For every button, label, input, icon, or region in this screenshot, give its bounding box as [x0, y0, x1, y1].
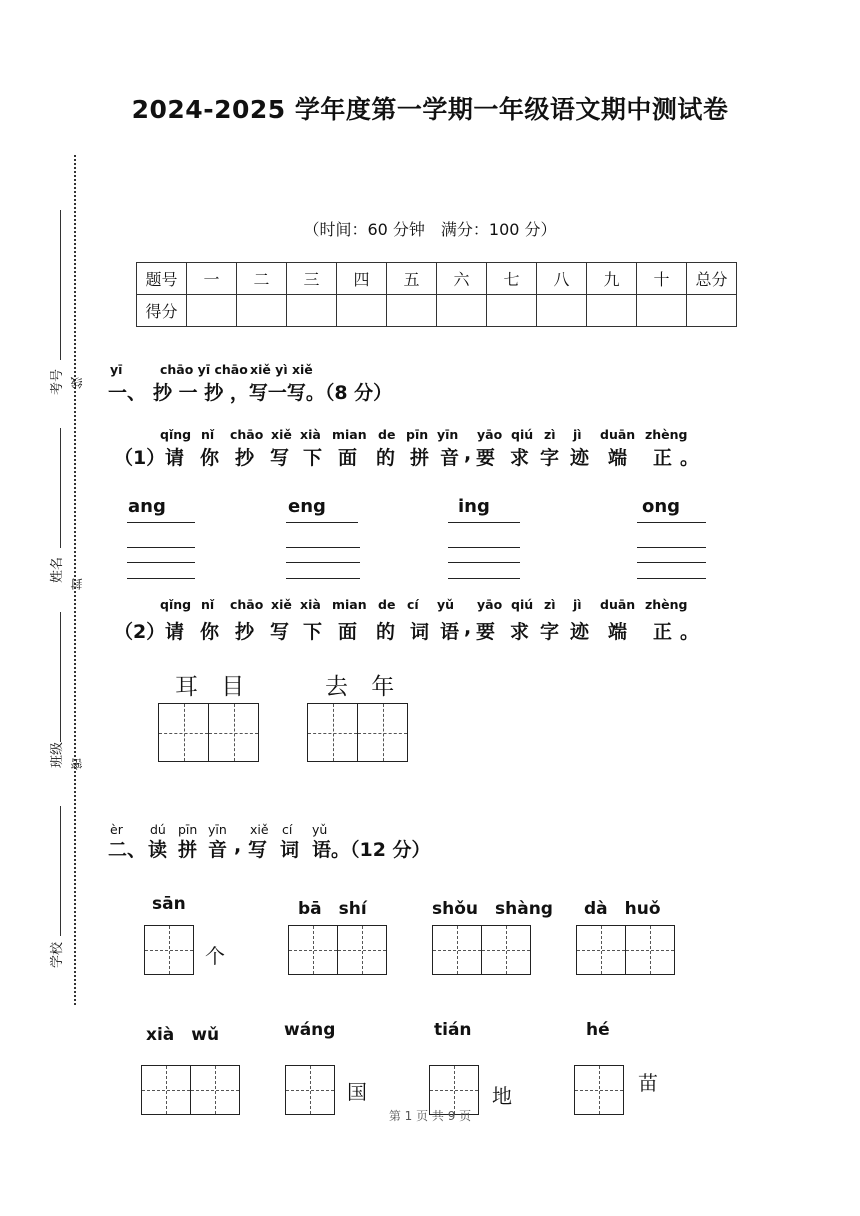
- column-header: 总分: [687, 263, 737, 295]
- suffix-guo: 国: [347, 1080, 367, 1104]
- column-header: 三: [287, 263, 337, 295]
- writing-box[interactable]: [481, 925, 531, 975]
- copy-line: [127, 522, 195, 523]
- suffix-miao: 苗: [638, 1071, 658, 1095]
- header-label: 题号: [137, 263, 187, 295]
- copy-line[interactable]: [637, 578, 706, 579]
- binding-word-xian: 线: [70, 377, 84, 389]
- exam-number-line: [60, 210, 61, 360]
- pinyin-dahuo: dà huǒ: [584, 899, 661, 919]
- suffix-ge: 个: [205, 944, 225, 968]
- score-cell[interactable]: [237, 295, 287, 327]
- copy-line[interactable]: [286, 562, 360, 563]
- name-line: [60, 428, 61, 548]
- score-cell[interactable]: [487, 295, 537, 327]
- copy-line[interactable]: [448, 547, 520, 548]
- pinyin-he: hé: [586, 1020, 610, 1040]
- copy-line: [637, 522, 706, 523]
- writing-box[interactable]: [158, 703, 209, 762]
- score-cell[interactable]: [687, 295, 737, 327]
- word-qu-nian: 去 年: [325, 674, 403, 700]
- column-header: 八: [537, 263, 587, 295]
- column-header: 九: [587, 263, 637, 295]
- exam-info: （时间：60 分钟 满分：100 分）: [303, 220, 557, 239]
- column-header: 七: [487, 263, 537, 295]
- school-label: 学校: [50, 941, 65, 968]
- score-cell[interactable]: [587, 295, 637, 327]
- writing-box[interactable]: [307, 703, 358, 762]
- writing-box[interactable]: [625, 925, 675, 975]
- column-header: 二: [237, 263, 287, 295]
- pinyin-tian: tián: [434, 1020, 472, 1040]
- name-label: 姓名: [50, 556, 65, 583]
- writing-box[interactable]: [357, 703, 408, 762]
- column-header: 六: [437, 263, 487, 295]
- writing-box[interactable]: [432, 925, 482, 975]
- page-title: 2024-2025 学年度第一学期一年级语文期中测试卷: [131, 95, 729, 124]
- copy-line[interactable]: [637, 547, 706, 548]
- copy-line[interactable]: [286, 578, 360, 579]
- score-cell[interactable]: [287, 295, 337, 327]
- copy-word-eng: eng: [288, 496, 326, 517]
- word-er-mu: 耳 目: [175, 674, 253, 700]
- class-line: [60, 612, 61, 742]
- column-header: 一: [187, 263, 237, 295]
- score-cell[interactable]: [437, 295, 487, 327]
- score-cell[interactable]: [337, 295, 387, 327]
- copy-line[interactable]: [286, 547, 360, 548]
- pinyin-san: sān: [152, 894, 186, 914]
- score-table-score-row: [137, 295, 737, 327]
- writing-box[interactable]: [576, 925, 626, 975]
- score-cell[interactable]: [187, 295, 237, 327]
- exam-number-label: 考号: [50, 368, 65, 395]
- score-cell[interactable]: [537, 295, 587, 327]
- writing-box[interactable]: [337, 925, 387, 975]
- copy-line[interactable]: [127, 578, 195, 579]
- writing-box[interactable]: [208, 703, 259, 762]
- pinyin-wang: wáng: [284, 1020, 336, 1040]
- copy-line: [448, 522, 520, 523]
- column-header: 四: [337, 263, 387, 295]
- row-label: 得分: [137, 295, 187, 327]
- score-cell[interactable]: [637, 295, 687, 327]
- copy-word-ang: ang: [128, 496, 166, 517]
- copy-line: [286, 522, 358, 523]
- binding-word-mi: 密: [70, 758, 84, 770]
- pinyin-xiawu: xià wǔ: [146, 1025, 220, 1045]
- column-header: 十: [637, 263, 687, 295]
- binding-word-feng: 封: [70, 578, 84, 590]
- copy-line[interactable]: [127, 562, 195, 563]
- page-footer: 第 1 页 共 9 页: [388, 1109, 472, 1123]
- column-header: 五: [387, 263, 437, 295]
- score-table: [136, 262, 737, 327]
- writing-box[interactable]: [144, 925, 194, 975]
- copy-line[interactable]: [637, 562, 706, 563]
- pinyin-shoushang: shǒu shàng: [432, 899, 553, 919]
- suffix-di: 地: [492, 1084, 512, 1108]
- school-line: [60, 806, 61, 936]
- copy-word-ing: ing: [458, 496, 490, 517]
- class-label: 班级: [50, 741, 65, 768]
- copy-word-ong: ong: [642, 496, 681, 517]
- score-table-header-row: [137, 263, 737, 295]
- copy-line[interactable]: [448, 562, 520, 563]
- pinyin-bashi: bā shí: [298, 899, 367, 919]
- copy-line[interactable]: [448, 578, 520, 579]
- copy-line[interactable]: [127, 547, 195, 548]
- writing-box[interactable]: [288, 925, 338, 975]
- score-cell[interactable]: [387, 295, 437, 327]
